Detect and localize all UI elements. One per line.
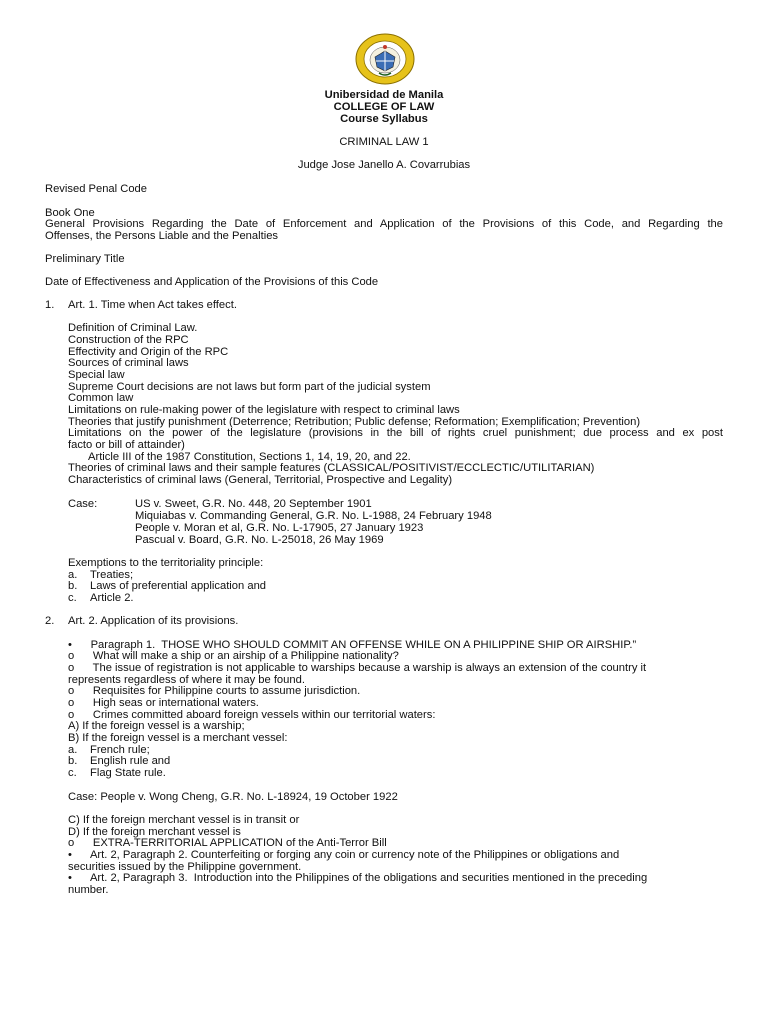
rule-mark: c. (68, 767, 77, 779)
merchant-vessel-rule: B) If the foreign vessel is a merchant vessel: (68, 732, 288, 744)
case-citation: People v. Moran et al, G.R. No. L-17905, 27 January 1923 (135, 522, 424, 534)
paragraph-3-line-1: • Art. 2, Paragraph 3. Introduction into the Philippines of the obligations and securities mentioned in the preceding (68, 872, 648, 884)
registration-note-line-1: o The issue of registration is not applicable to warships because a warship is always an extension of the country it (68, 662, 647, 674)
exemption-mark: c. (68, 592, 77, 604)
exemption-text: Article 2. (90, 592, 134, 604)
warship-rule: A) If the foreign vessel is a warship; (68, 720, 245, 732)
case-citation: US v. Sweet, G.R. No. 448, 20 September 1901 (135, 498, 372, 510)
topic-item: Construction of the RPC (68, 334, 189, 346)
preliminary-description: Date of Effectiveness and Application of the Provisions of this Code (45, 276, 379, 288)
article-2-heading (45, 616, 238, 628)
rule-text: Flag State rule. (90, 767, 166, 779)
legislature-limits-line-2: facto or bill of attainder) (68, 439, 185, 451)
topic-item: Limitations on rule-making power of the legislature with respect to criminal laws (68, 404, 460, 416)
article-1-number: 1. (45, 299, 55, 311)
exemption-mark: a. (68, 569, 78, 581)
instructor-name: Judge Jose Janello A. Covarrubias (297, 159, 471, 171)
course-title: CRIMINAL LAW 1 (339, 136, 429, 148)
question-item: o High seas or international waters. (68, 697, 259, 709)
exemption-text: Treaties; (90, 569, 134, 581)
paragraph-1-bullet: • Paragraph 1. THOSE WHO SHOULD COMMIT AN OFFENSE WHILE ON A PHILIPPINE SHIP OR AIRSHIP.” (68, 639, 637, 651)
legislature-limits-line-1: Limitations on the power of the legislature (provisions in the bill of rights cruel punishment; due process and ex post (68, 427, 723, 439)
code-title: Revised Penal Code (45, 183, 147, 195)
rule-item (68, 768, 166, 780)
paragraph-2-line-2: securities issued by the Philippine government. (68, 861, 302, 873)
rule-item (68, 756, 170, 768)
college-name: COLLEGE OF LAW (333, 101, 435, 113)
case-citation: Miquiabas v. Commanding General, G.R. No. L-1988, 24 February 1948 (135, 510, 492, 522)
topic-item: Supreme Court decisions are not laws but form part of the judicial system (68, 381, 431, 393)
merchant-vessel-rule-d: D) If the foreign merchant vessel is (68, 826, 241, 838)
article-2-number: 2. (45, 615, 55, 627)
article-1-title: Art. 1. Time when Act takes effect. (68, 299, 237, 311)
exemption-text: Laws of preferential application and (90, 580, 267, 592)
rule-text: French rule; (90, 744, 150, 756)
transit-rule: C) If the foreign merchant vessel is in transit or (68, 814, 300, 826)
case-citation: Pascual v. Board, G.R. No. L-25018, 26 May 1969 (135, 534, 384, 546)
topic-item: Special law (68, 369, 125, 381)
question-item: o What will make a ship or an airship of a Philippine nationality? (68, 650, 399, 662)
rule-mark: a. (68, 744, 78, 756)
topic-item: Theories of criminal laws and their sample features (CLASSICAL/POSITIVIST/ECCLECTIC/UTILITARIAN) (68, 462, 595, 474)
preliminary-title: Preliminary Title (45, 253, 125, 265)
book-description-line-1: General Provisions Regarding the Date of Enforcement and Application of the Provisions of this Code, and Regarding the (45, 218, 723, 230)
extraterritorial-item: o EXTRA-TERRITORIAL APPLICATION of the Anti-Terror Bill (68, 837, 387, 849)
book-title: Book One (45, 207, 95, 219)
book-description-line-2: Offenses, the Persons Liable and the Penalties (45, 230, 279, 242)
registration-note-line-2: represents regardless of where it may be found. (68, 674, 305, 686)
paragraph-3-line-2: number. (68, 884, 109, 896)
paragraph-2-line-1: • Art. 2, Paragraph 2. Counterfeiting or forging any coin or currency note of the Philippines or obligations and (68, 849, 620, 861)
topic-item: Common law (68, 392, 134, 404)
topic-item: Definition of Criminal Law. (68, 322, 198, 334)
topic-item: Characteristics of criminal laws (General, Territorial, Prospective and Legality) (68, 474, 453, 486)
question-item: o Crimes committed aboard foreign vessels within our territorial waters: (68, 709, 436, 721)
topic-item: Sources of criminal laws (68, 357, 189, 369)
case-citation: Case: People v. Wong Cheng, G.R. No. L-18924, 19 October 1922 (68, 791, 398, 803)
case-label: Case: (68, 498, 98, 510)
article-2-title: Art. 2. Application of its provisions. (68, 615, 239, 627)
topic-item: Theories that justify punishment (Deterrence; Retribution; Public defense; Reformation; Exemplification; Prevention) (68, 416, 641, 428)
topic-item: Effectivity and Origin of the RPC (68, 346, 229, 358)
document-type: Course Syllabus (340, 113, 428, 125)
rule-mark: b. (68, 755, 78, 767)
exemption-item (68, 581, 266, 593)
question-item: o Requisites for Philippine courts to assume jurisdiction. (68, 685, 361, 697)
university-name: Unibersidad de Manila (324, 89, 444, 101)
rule-text: English rule and (90, 755, 171, 767)
exemption-mark: b. (68, 580, 78, 592)
constitution-reference: Article III of the 1987 Constitution, Sections 1, 14, 19, 20, and 22. (88, 451, 411, 463)
exemptions-title: Exemptions to the territoriality principle: (68, 557, 264, 569)
article-1-heading (45, 300, 237, 312)
exemption-item (68, 593, 134, 605)
university-seal-icon (355, 33, 415, 85)
